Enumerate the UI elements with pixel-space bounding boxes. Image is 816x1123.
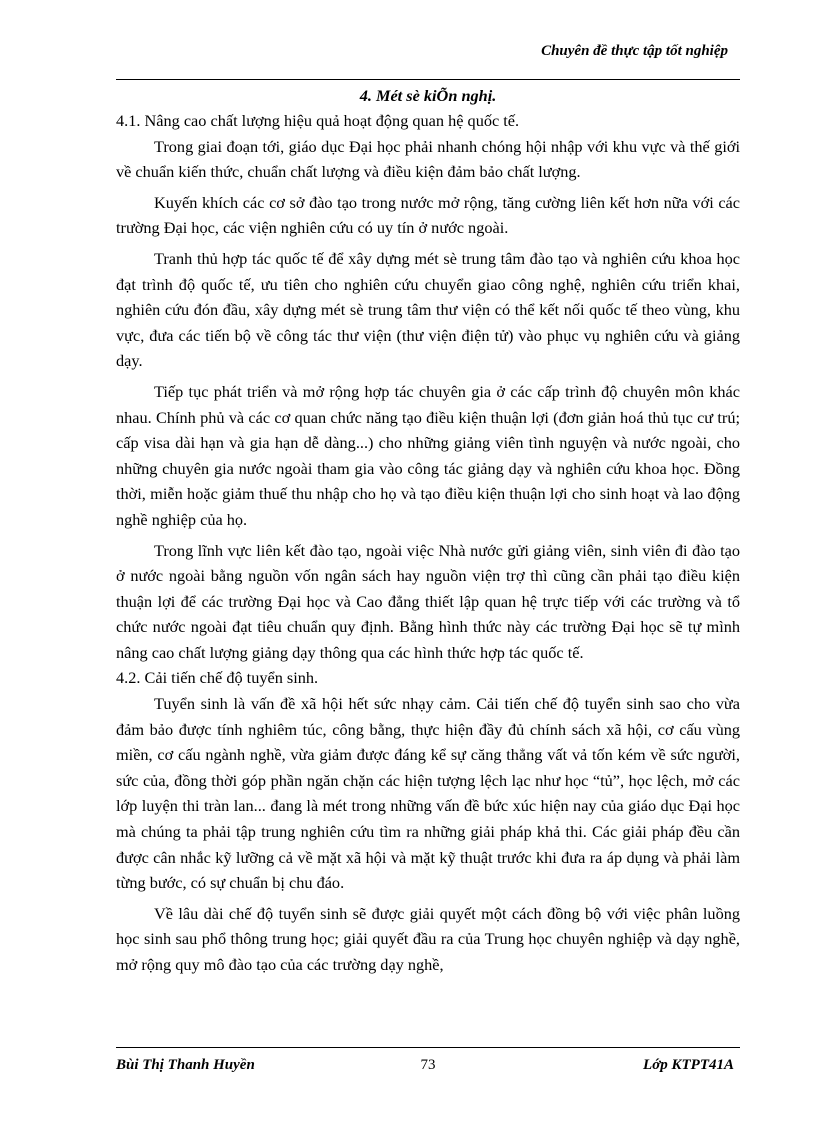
footer-author: Bùi Thị Thanh Huyền [116, 1057, 255, 1073]
paragraph: Về lâu dài chế độ tuyển sinh sẽ được giải quyết một cách đồng bộ với việc phân luồng học sinh sau phổ thông trung học; giải quyết đầu ra của Trung học chuyên nghiệp và dạy nghề, mở rộng quy mô đào tạo của các trường dạy nghề, [116, 903, 740, 974]
paragraph: Tranh thủ hợp tác quốc tế để xây dựng mét sè trung tâm đào tạo và nghiên cứu khoa học đạt trình độ quốc tế, ưu tiên cho nghiên cứu chuyển giao công nghệ, nghiên cứu triển khai, nghiên cứu đón đầu, xây dựng mét sè trung tâm thư viện có thể kết nối quốc tế theo vùng, khu vực, đưa các tiến bộ về công tác thư viện (thư viện điện tử) vào phục vụ nghiên cứu và giảng dạy. [116, 248, 740, 371]
header-title: Chuyên đề thực tập tốt nghiệp [541, 43, 728, 59]
footer-divider [116, 1047, 740, 1048]
paragraph: Tiếp tục phát triển và mở rộng hợp tác chuyên gia ở các cấp trình độ chuyên môn khác nhau. Chính phủ và các cơ quan chức năng tạo điều kiện thuận lợi (đơn giản hoá thủ tục cư trú; cấp visa dài hạn và gia hạn dễ dàng...) cho những giảng viên tình nguyện và nước ngoài, cho những chuyên gia nước ngoài tham gia vào công tác giảng dạy và nghiên cứu khoa học. Đồng thời, miễn hoặc giảm thuế thu nhập cho họ và tạo điều kiện thuận lợi cho sinh hoạt và lao động nghề nghiệp của họ. [116, 381, 740, 529]
paragraph: Kuyến khích các cơ sở đào tạo trong nước mở rộng, tăng cường liên kết hơn nữa với các trường Đại học, các viện nghiên cứu có uy tín ở nước ngoài. [116, 192, 740, 238]
paragraph: Tuyển sinh là vấn đề xã hội hết sức nhạy cảm. Cải tiến chế độ tuyển sinh sao cho vừa đảm bảo được tính nghiêm túc, công bằng, thực hiện đầy đủ chính sách xã hội, cơ cấu vùng miền, cơ cấu ngành nghề, vừa giảm được đáng kể sự căng thẳng vất vả tốn kém về sức người, sức của, đồng thời góp phần ngăn chặn các hiện tượng lệch lạc như học “tủ”, học lệch, mở các lớp luyện thi tràn lan... đang là mét trong những vấn đề bức xúc hiện nay của giáo dục Đại học mà chúng ta phải tập trung nghiên cứu tìm ra những giải pháp khả thi. Các giải pháp đều cần được cân nhắc kỹ lưỡng cả về mặt xã hội và mặt kỹ thuật trước khi đưa ra áp dụng và phải làm từng bước, có sự chuẩn bị chu đáo. [116, 694, 740, 893]
paragraph: Trong lĩnh vực liên kết đào tạo, ngoài việc Nhà nước gửi giảng viên, sinh viên đi đào tạo ở nước ngoài bằng nguồn vốn ngân sách hay nguồn viện trợ thì cũng cần phải tạo điều kiện thuận lợi để các trường Đại học và Cao đẳng thiết lập quan hệ trực tiếp với các trường và tổ chức nước ngoài đạt tiêu chuẩn quy định. Bằng hình thức này các trường Đại học sẽ tự mình nâng cao chất lượng giảng dạy thông qua các hình thức hợp tác quốc tế. [116, 540, 740, 662]
page-number: 73 [420, 1057, 436, 1073]
subsection-heading-4-1: 4.1. Nâng cao chất lượng hiệu quả hoạt động quan hệ quốc tế. [116, 111, 520, 130]
subsection-heading-4-2: 4.2. Cải tiến chế độ tuyển sinh. [116, 668, 319, 688]
document-body [116, 84, 740, 978]
header-divider [116, 79, 740, 80]
section-title: 4. Mét sè kiÕn nghị. [359, 86, 497, 105]
footer-class: Lớp KTPT41A [643, 1057, 734, 1073]
paragraph: Trong giai đoạn tới, giáo dục Đại học phải nhanh chóng hội nhập với khu vực và thế giới về chuẩn kiến thức, chuẩn chất lượng và điều kiện đảm bảo chất lượng. [116, 136, 740, 182]
